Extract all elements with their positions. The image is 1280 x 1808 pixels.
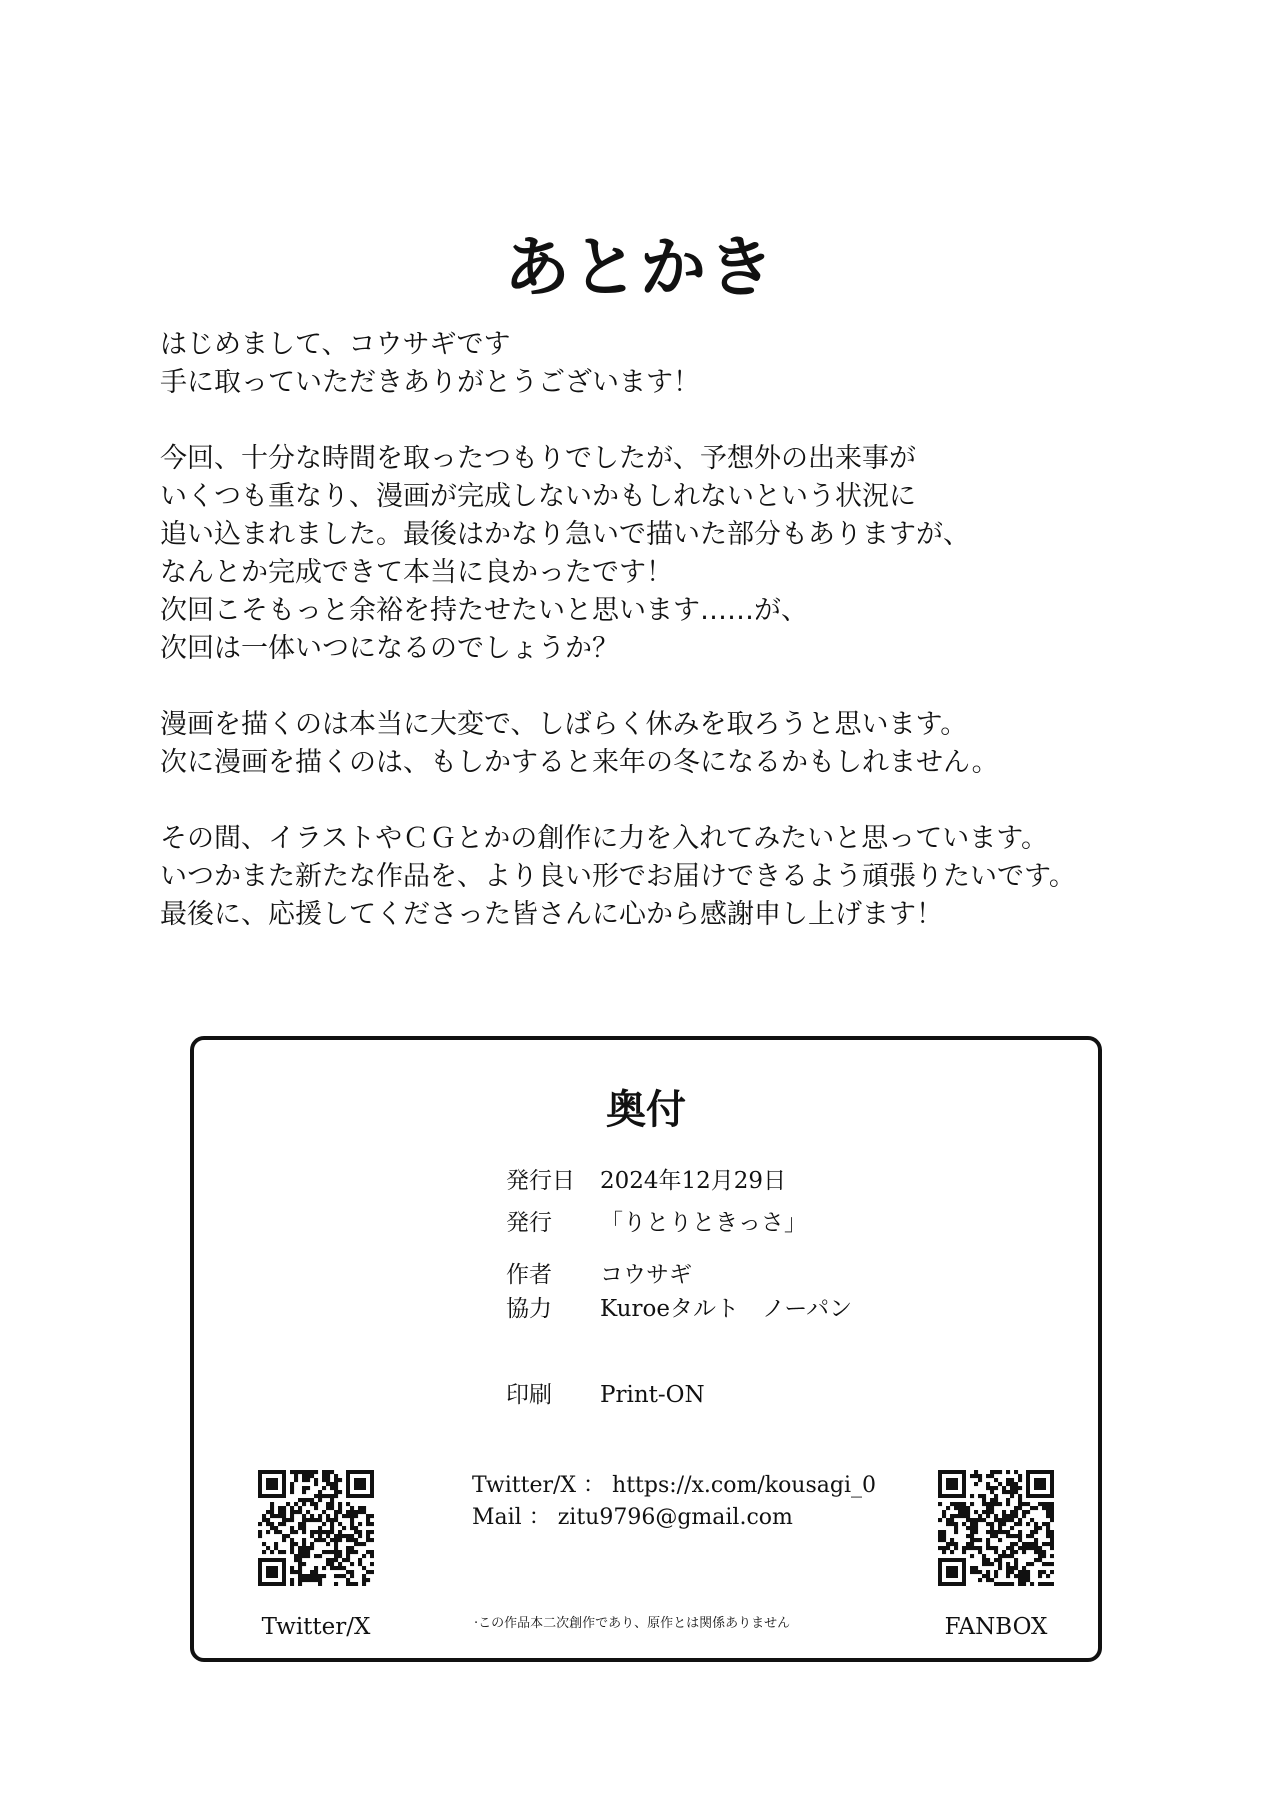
afterword-line: 手に取っていただきありがとうございます！ (160, 367, 700, 398)
afterword-line: その間、イラストやＣＧとかの創作に力を入れてみたいと思っています。 (160, 823, 1049, 854)
afterword-line: 漫画を描くのは本当に大変で、しばらく休みを取ろうと思います。 (160, 709, 968, 740)
afterword-line: 次回は一体いつになるのでしょうか？ (160, 633, 619, 664)
afterword-line: いくつも重なり、漫画が完成しないかもしれないという状況に (160, 481, 916, 512)
colophon-title: 奥付 (606, 1086, 686, 1133)
afterword-body (160, 326, 1200, 934)
info-value: 2024年12月29日 (600, 1168, 787, 1194)
derivative-note: ·この作品本二次創作であり、原作とは関係ありません (474, 1616, 791, 1631)
info-row-publisher (506, 1204, 807, 1237)
afterword-line: 次回こそもっと余裕を持たせたいと思います……が、 (160, 595, 808, 626)
afterword-line: 次に漫画を描くのは、もしかすると来年の冬になるかもしれません。 (160, 747, 999, 778)
afterword-line: 追い込まれました。最後はかなり急いで描いた部分もありますが、 (160, 519, 970, 550)
info-label: 発行 (506, 1210, 552, 1236)
fanbox-qr-label: FANBOX (944, 1614, 1048, 1640)
info-row-cooperation (506, 1290, 852, 1323)
colophon-box (190, 1036, 1102, 1662)
info-value: 「りとりときっさ」 (600, 1210, 807, 1236)
afterword-line: 今回、十分な時間を取ったつもりでしたが、予想外の出来事が (160, 443, 916, 474)
info-label: 協力 (506, 1296, 552, 1322)
afterword-line: 最後に、応援してくださった皆さんに心から感謝申し上げます！ (160, 899, 943, 930)
twitter-link[interactable]: Twitter/X ： https://x.com/kousagi_0 (472, 1473, 877, 1498)
afterword-line: いつかまた新たな作品を、より良い形でお届けできるよう頑張りたいです。 (160, 861, 1076, 892)
mail-link[interactable]: Mail ： zitu9796@gmail.com (472, 1505, 793, 1530)
info-label: 作者 (506, 1262, 552, 1288)
info-value: Kuroeタルト ノーパン (600, 1296, 853, 1322)
afterword-title: あとかき (504, 229, 776, 306)
paragraph-gap (160, 402, 1200, 440)
twitter-qr-label: Twitter/X (261, 1614, 371, 1640)
info-row-author (506, 1256, 692, 1289)
info-row-issue-date (506, 1162, 786, 1195)
fanbox-qr-icon[interactable] (938, 1470, 1054, 1586)
afterword-line: はじめまして、コウサギです (160, 329, 511, 360)
info-value: Print-ON (600, 1382, 705, 1408)
info-row-printer (506, 1376, 705, 1409)
paragraph-gap (160, 782, 1200, 820)
paragraph-gap (160, 668, 1200, 706)
info-label: 印刷 (506, 1382, 552, 1408)
info-label: 発行日 (506, 1168, 575, 1194)
afterword-line: なんとか完成できて本当に良かったです！ (160, 557, 673, 588)
twitter-qr-icon[interactable] (258, 1470, 374, 1586)
info-value: コウサギ (600, 1262, 692, 1288)
